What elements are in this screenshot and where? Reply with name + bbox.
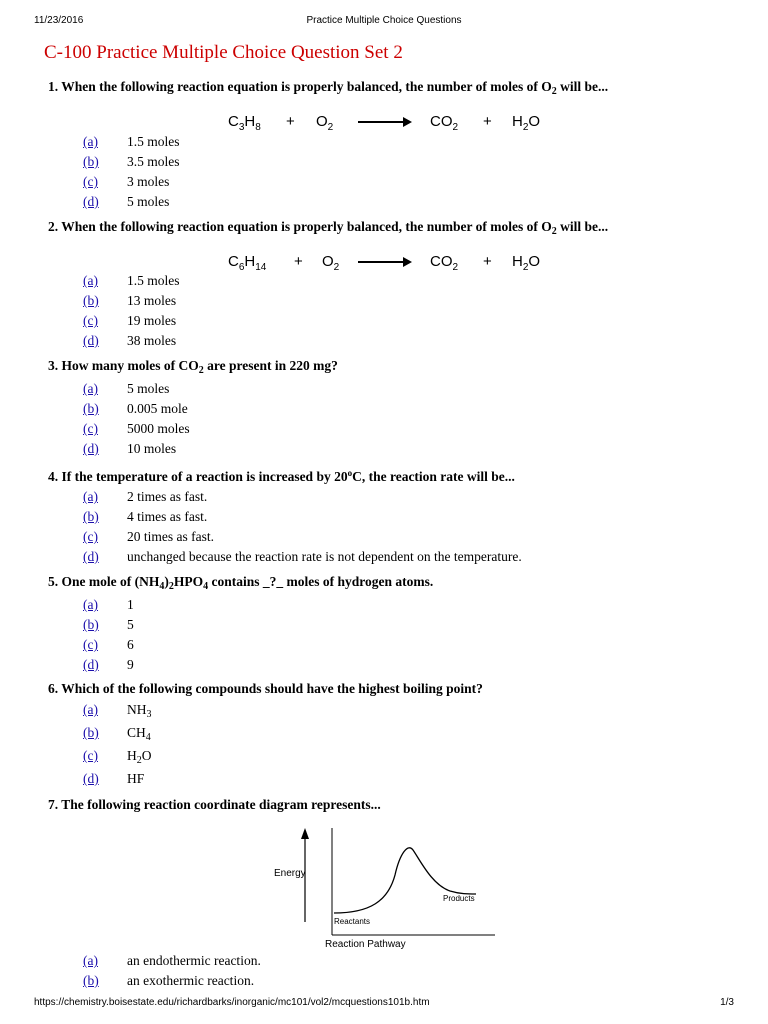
option-link[interactable]: (b): [83, 154, 99, 169]
energy-arrow-head: [301, 828, 309, 839]
option-link[interactable]: (a): [83, 489, 98, 504]
option-link[interactable]: (a): [83, 273, 98, 288]
option-link[interactable]: (c): [83, 637, 98, 652]
products-label: Products: [443, 894, 475, 903]
print-page-title: Practice Multiple Choice Questions: [306, 15, 462, 26]
question-5: 5. One mole of $(NH_4)_2HPO_4$ contains _?_ moles of hydrogen atoms.: [48, 574, 434, 592]
option-link[interactable]: (a): [83, 953, 98, 968]
print-header: [34, 15, 734, 29]
option-link[interactable]: (c): [83, 313, 98, 328]
reaction-arrow: [358, 261, 410, 263]
option-link[interactable]: (d): [83, 771, 99, 786]
option-link[interactable]: (d): [83, 441, 99, 456]
option-link[interactable]: (b): [83, 401, 99, 416]
x-axis-label: Reaction Pathway: [325, 939, 406, 950]
option-link[interactable]: (d): [83, 549, 99, 564]
option-link[interactable]: (c): [83, 174, 98, 189]
option-link[interactable]: (b): [83, 725, 99, 740]
print-footer: [34, 997, 734, 1011]
question-6: 6. Which of the following compounds should have the highest boiling point?: [48, 681, 483, 696]
reaction-arrow: [358, 121, 410, 123]
option-link[interactable]: (b): [83, 617, 99, 632]
energy-label: Energy: [274, 868, 306, 879]
option-link[interactable]: (c): [83, 748, 98, 763]
reactants-label: Reactants: [334, 917, 371, 926]
option-link[interactable]: (b): [83, 293, 99, 308]
reaction-coordinate-diagram: [270, 825, 502, 953]
page-title: C-100 Practice Multiple Choice Question Set 2: [44, 42, 403, 63]
question-7: 7. The following reaction coordinate diagram represents...: [48, 797, 381, 812]
option-link[interactable]: (b): [83, 973, 99, 988]
option-link[interactable]: (d): [83, 194, 99, 209]
option-link[interactable]: (d): [83, 657, 99, 672]
print-date: 11/23/2016: [34, 15, 84, 26]
option-link[interactable]: (a): [83, 134, 98, 149]
option-link[interactable]: (c): [83, 421, 98, 436]
option-link[interactable]: (c): [83, 529, 98, 544]
question-4: 4. If the temperature of a reaction is increased by 20$^o$C, the reaction rate will be...: [48, 468, 515, 484]
option-link[interactable]: (d): [83, 333, 99, 348]
option-link[interactable]: (a): [83, 702, 98, 717]
option-link[interactable]: (b): [83, 509, 99, 524]
energy-curve: [334, 848, 476, 913]
question-1: 1. When the following reaction equation is properly balanced, the number of moles of $O_2$ will be...: [48, 79, 609, 97]
option-link[interactable]: (a): [83, 597, 98, 612]
page-url: https://chemistry.boisestate.edu/richardbarks/inorganic/mc101/vol2/mcquestions101b.htm: [34, 997, 430, 1008]
option-link[interactable]: (a): [83, 381, 98, 396]
question-2: 2. When the following reaction equation is properly balanced, the number of moles of $O_2$ will be...: [48, 219, 609, 237]
question-3: 3. How many moles of $CO_2$ are present in 220 mg?: [48, 358, 338, 376]
page-number: 1/3: [720, 997, 734, 1008]
